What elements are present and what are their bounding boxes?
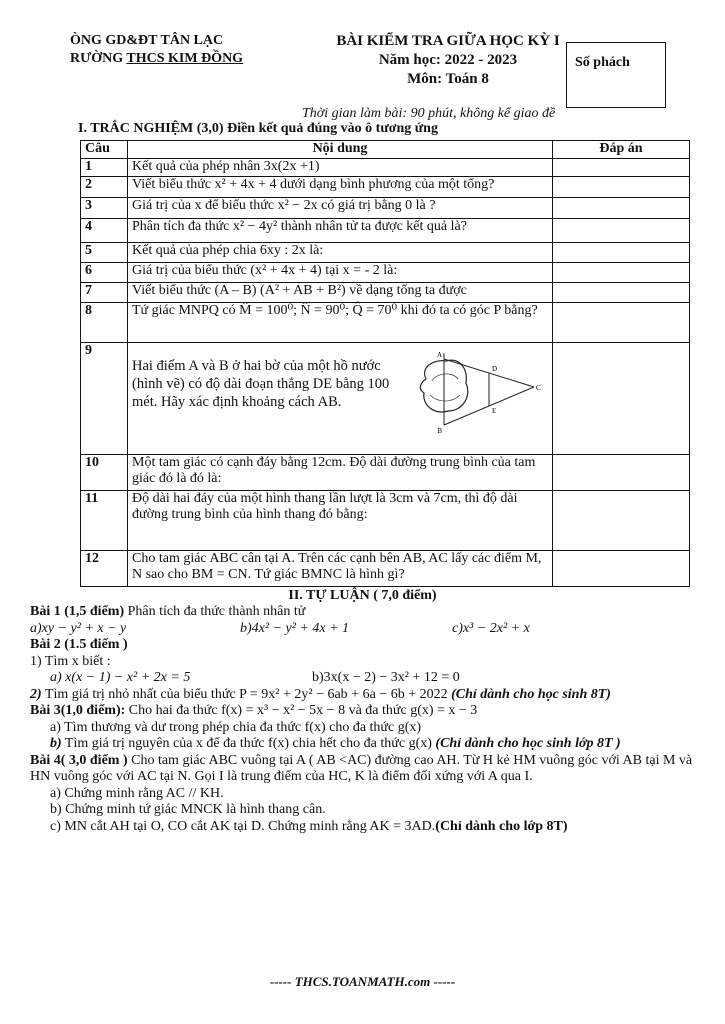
bai2-a: a) x(x − 1) − x² + 2x = 5 (50, 670, 191, 685)
row-content: Một tam giác có cạnh đáy bằng 12cm. Độ dài đường trung bình của tam giác đó là đó là: (128, 455, 553, 491)
bai2-2-text: Tìm giá trị nhỏ nhất của biểu thức P = 9x² + 2y² − 6ab + 6a − 6b + 2022 (41, 686, 452, 702)
row-number: 11 (81, 491, 128, 551)
table-row (81, 343, 690, 455)
answer-cell[interactable] (553, 455, 690, 491)
row-number: 1 (81, 159, 128, 177)
bai1-title: Bài 1 (1,5 điểm) (30, 604, 125, 619)
row-number: 4 (81, 219, 128, 243)
bai3-b-text: Tìm giá trị nguyên của x để đa thức f(x) chia hết cho đa thức g(x) (61, 736, 436, 751)
answer-cell[interactable] (553, 177, 690, 198)
time-note: Thời gian làm bài: 90 phút, không kể giao đề (302, 106, 556, 121)
table-row (81, 219, 690, 243)
answer-cell[interactable] (553, 263, 690, 283)
bai4-text: Cho tam giác ABC vuông tại A ( AB <AC) đường cao AH. Từ H kẻ HM vuông góc với AB tại M và HN vuông góc với AC tại N. Gọi I là trung điểm của HC, K là điểm đối xứng với A qua I. (30, 752, 693, 784)
bai2-2 (30, 687, 695, 704)
label-e: E (492, 407, 497, 415)
bai4-c-text: c) MN cắt AH tại O, CO cắt AK tại D. Chứng minh rằng AK = 3AD. (50, 818, 436, 834)
bai3-a: a) Tìm thương và dư trong phép chia đa thức f(x) cho đa thức g(x) (50, 719, 422, 735)
row-number: 2 (81, 177, 128, 198)
row-content: Giá trị của biểu thức (x² + 4x + 4) tại x = - 2 là: (128, 263, 553, 283)
bai2-1: 1) Tìm x biết : (30, 653, 111, 669)
row-content: Tứ giác MNPQ có M̂ = 100⁰; N̂ = 90⁰; Q̂ = 70⁰ khi đó ta có góc P bằng? (128, 303, 553, 343)
footer: ----- THCS.TOANMATH.com ----- (269, 974, 456, 989)
row-number: 3 (81, 198, 128, 219)
bai3-text: Cho hai đa thức f(x) = x³ − x² − 5x − 8 và đa thức g(x) = x − 3 (125, 703, 478, 718)
section2-body (30, 604, 695, 835)
row-content: Viết biểu thức x² + 4x + 4 dưới dạng bình phương của một tổng? (128, 177, 553, 198)
bai4-c-note: (Chỉ dành cho lớp 8T) (435, 818, 568, 834)
table-header (81, 141, 690, 159)
row-number: 7 (81, 283, 128, 303)
bai4-title: Bài 4( 3,0 điểm ) (30, 752, 128, 768)
answer-cell[interactable] (553, 343, 690, 455)
label-c: C (536, 384, 541, 392)
bai1-parts (30, 621, 695, 638)
bai4-b: b) Chứng minh tứ giác MNCK là hình thang cân. (50, 802, 326, 817)
row-content (128, 343, 553, 455)
so-phach-label: Số phách (575, 55, 630, 70)
lake-figure (412, 349, 542, 435)
bai2-title: Bài 2 (1.5 điểm ) (30, 637, 128, 652)
header-center (318, 32, 578, 89)
row-content: Viết biểu thức (A – B) (A² + AB + B²) về dạng tổng ta được (128, 283, 553, 303)
bai1-text: Phân tích đa thức thành nhân tử (124, 604, 306, 619)
col-dap-an: Đáp án (553, 141, 690, 159)
bai3-title: Bài 3(1,0 điểm): (30, 703, 126, 718)
bai1 (30, 604, 695, 621)
bai3-b (30, 736, 695, 753)
bai3-b-label: b) (50, 736, 62, 751)
row-number: 10 (81, 455, 128, 491)
answer-cell[interactable] (553, 551, 690, 587)
school-year: Năm học: 2022 - 2023 (378, 52, 518, 68)
table-row (81, 551, 690, 587)
col-cau: Câu (81, 141, 128, 159)
bai3 (30, 703, 695, 720)
school-prefix: RƯỜNG (70, 51, 127, 66)
table-row (81, 303, 690, 343)
bai1-c: c)x³ − 2x² + x (452, 620, 530, 636)
department-name: ÒNG GD&ĐT TÂN LẠC (70, 33, 224, 48)
table-row (81, 243, 690, 263)
bai3-b-note: (Chỉ dành cho học sinh lớp 8T ) (435, 736, 621, 751)
row-number: 9 (81, 343, 128, 455)
row-content: Độ dài hai đáy của một hình thang lần lượt là 3cm và 7cm, thì độ dài đường trung bình của hình thang đó bằng: (128, 491, 553, 551)
section2-title: II. TỰ LUẬN ( 7,0 điểm) (288, 588, 437, 603)
answer-cell[interactable] (553, 219, 690, 243)
answer-cell[interactable] (553, 243, 690, 263)
row-content: Cho tam giác ABC cân tại A. Trên các cạnh bên AB, AC lấy các điểm M, N sao cho BM = CN. Tứ giác BMNC là hình gì? (128, 551, 553, 587)
bai4-a: a) Chứng minh rằng AC // KH. (50, 785, 224, 801)
exam-title: BÀI KIỂM TRA GIỮA HỌC KỲ I (336, 33, 560, 49)
answer-cell[interactable] (553, 303, 690, 343)
row-content: Phân tích đa thức x² − 4y² thành nhân tử ta được kết quả là? (128, 219, 553, 243)
answer-cell[interactable] (553, 283, 690, 303)
bai4-c (30, 819, 695, 836)
bai2-2-note: (Chỉ dành cho học sinh 8T) (451, 686, 611, 702)
table-row (81, 455, 690, 491)
question-table (80, 140, 690, 587)
answer-cell[interactable] (553, 491, 690, 551)
row-number: 5 (81, 243, 128, 263)
row-number: 6 (81, 263, 128, 283)
table-row (81, 491, 690, 551)
row-number: 12 (81, 551, 128, 587)
bai1-a: a)xy − y² + x − y (30, 620, 127, 636)
label-d: D (492, 365, 498, 373)
bai2-2-label: 2) (30, 686, 42, 702)
so-phach-box (566, 42, 666, 108)
answer-cell[interactable] (553, 159, 690, 177)
table-row (81, 159, 690, 177)
bai2-parts (30, 670, 695, 687)
table-row (81, 283, 690, 303)
section1-title: I. TRẮC NGHIỆM (3,0) Điền kết quả đúng vào ô tương ứng (78, 121, 438, 136)
label-b: B (437, 427, 442, 435)
answer-cell[interactable] (553, 198, 690, 219)
row-content: Kết quả của phép chia 6xy : 2x là: (128, 243, 553, 263)
bai1-b: b)4x² − y² + 4x + 1 (240, 620, 350, 636)
row-content: Kết quả của phép nhân 3x(2x +1) (128, 159, 553, 177)
bai2-b: b)3x(x − 2) − 3x² + 12 = 0 (312, 670, 460, 685)
label-a: A (436, 351, 442, 359)
row-number: 8 (81, 303, 128, 343)
col-noi-dung: Nội dung (128, 141, 553, 159)
row-content: Giá trị của x để biểu thức x² − 2x có giá trị bằng 0 là ? (128, 198, 553, 219)
table-row (81, 263, 690, 283)
school-name: THCS KIM ĐỒNG (126, 51, 244, 66)
table-row (81, 198, 690, 219)
row9-text: Hai điểm A và B ở hai bờ của một hồ nước (hình vẽ) có độ dài đoạn thẳng DE bằng 100 mét. Hãy xác định khoảng cách AB. (132, 358, 390, 410)
school-line (70, 50, 243, 68)
subject: Môn: Toán 8 (407, 71, 489, 87)
bai4 (30, 753, 695, 786)
table-row (81, 177, 690, 198)
header-left (70, 32, 243, 68)
